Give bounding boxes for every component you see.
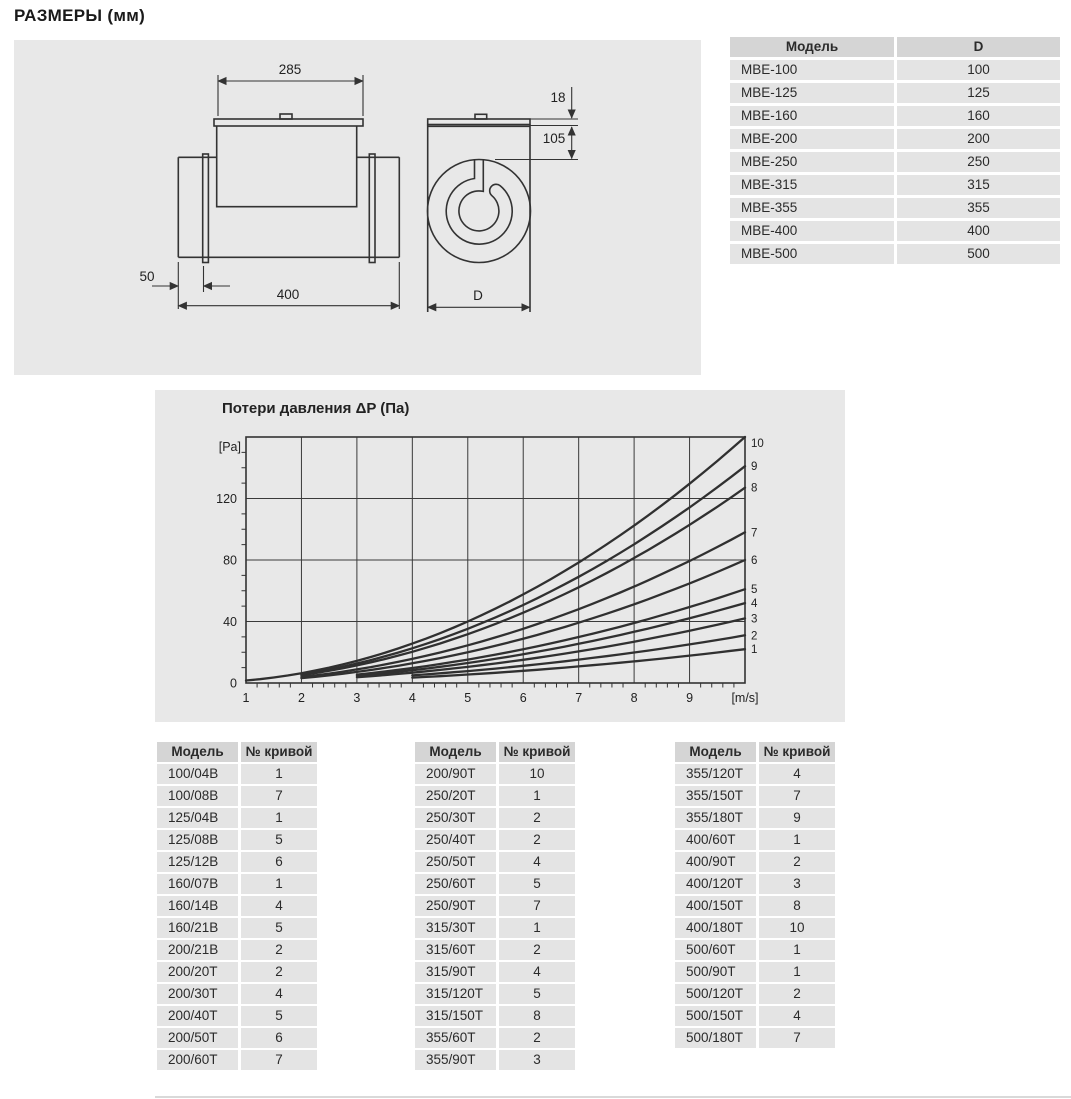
table-row (675, 1006, 835, 1026)
x-tick-label: 1 (242, 691, 250, 705)
table-row (675, 786, 835, 806)
cell-model: МВЕ-250 (730, 152, 894, 172)
heating-element-icon (446, 160, 512, 244)
table-row (415, 852, 575, 872)
table-row (415, 786, 575, 806)
table-row (730, 106, 1060, 126)
cell-model: 400/180Т (675, 918, 756, 938)
cell-model: 355/120Т (675, 764, 756, 784)
cell-value: 1 (499, 786, 575, 806)
cell-value: 4 (759, 1006, 835, 1026)
table-row (157, 764, 317, 784)
dim-label-18: 18 (550, 90, 566, 105)
side-view-dim-labels (139, 62, 301, 302)
cell-value: 9 (759, 808, 835, 828)
cell-value: 6 (241, 852, 317, 872)
curve-label-7: 7 (751, 527, 758, 540)
cell-model: 315/90Т (415, 962, 496, 982)
cell-value: 100 (897, 60, 1060, 80)
cell-model: 250/50Т (415, 852, 496, 872)
table-row (675, 852, 835, 872)
table-row (415, 918, 575, 938)
cell-model: 400/150Т (675, 896, 756, 916)
cell-value: 250 (897, 152, 1060, 172)
front-view (428, 114, 531, 312)
dim-label-50: 50 (139, 269, 155, 284)
y-tick-label: 80 (223, 553, 237, 568)
table-row (675, 940, 835, 960)
table-row (157, 874, 317, 894)
table-row (157, 830, 317, 850)
cell-value: 2 (759, 984, 835, 1004)
front-view-dimensions (428, 87, 578, 307)
x-tick-label: 8 (630, 691, 638, 705)
table-row (675, 1028, 835, 1048)
x-tick-label: 5 (464, 691, 472, 705)
cell-model: МВЕ-160 (730, 106, 894, 126)
cell-model: 160/21В (157, 918, 238, 938)
header-model: Модель (730, 37, 894, 57)
cell-model: 500/60Т (675, 940, 756, 960)
front-view-dim-labels (473, 90, 565, 303)
header-model: Модель (415, 742, 496, 762)
row-gap (675, 1048, 835, 1050)
table-row (730, 83, 1060, 103)
table-row (415, 830, 575, 850)
cell-value: 5 (241, 1006, 317, 1026)
table-header-row (415, 742, 575, 762)
cell-model: 400/60Т (675, 830, 756, 850)
duct-circle (428, 160, 531, 263)
table-row (415, 874, 575, 894)
x-tick-label: 9 (686, 691, 694, 705)
table-row (730, 198, 1060, 218)
cell-model: 250/60Т (415, 874, 496, 894)
cell-model: 250/90Т (415, 896, 496, 916)
cell-value: 2 (499, 1028, 575, 1048)
cell-model: 315/150Т (415, 1006, 496, 1026)
x-tick-label: 2 (297, 691, 305, 705)
table-row (415, 1006, 575, 1026)
cell-value: 7 (759, 786, 835, 806)
cell-model: 500/90Т (675, 962, 756, 982)
table-row (415, 940, 575, 960)
cell-value: 5 (499, 874, 575, 894)
cell-value: 400 (897, 221, 1060, 241)
cell-value: 355 (897, 198, 1060, 218)
table-row (415, 1050, 575, 1070)
cell-value: 2 (759, 852, 835, 872)
cell-value: 4 (499, 962, 575, 982)
row-gap (157, 1070, 317, 1072)
front-lid (428, 119, 530, 125)
cell-model: 200/20Т (157, 962, 238, 982)
y-tick-label: 40 (223, 615, 237, 629)
front-body-sides (428, 125, 530, 313)
cell-model: МВЕ-500 (730, 244, 894, 264)
table-row (730, 244, 1060, 264)
table-row (157, 896, 317, 916)
cell-value: 10 (759, 918, 835, 938)
cell-model: 355/180Т (675, 808, 756, 828)
page-title: РАЗМЕРЫ (мм) (14, 6, 146, 25)
cell-model: 500/180Т (675, 1028, 756, 1048)
table-row (415, 962, 575, 982)
cell-model: МВЕ-100 (730, 60, 894, 80)
table-row (675, 830, 835, 850)
cell-model: МВЕ-355 (730, 198, 894, 218)
cell-model: МВЕ-125 (730, 83, 894, 103)
cell-model: 355/150Т (675, 786, 756, 806)
cell-value: 7 (241, 1050, 317, 1070)
cell-model: 400/120Т (675, 874, 756, 894)
table-row (157, 808, 317, 828)
dim-label-105: 105 (542, 131, 566, 146)
cell-model: 250/20Т (415, 786, 496, 806)
cell-model: 100/04В (157, 764, 238, 784)
cell-model: 250/40Т (415, 830, 496, 850)
curve-label-3: 3 (751, 613, 758, 626)
table-row (157, 918, 317, 938)
cell-value: 1 (759, 962, 835, 982)
cell-model: 315/30Т (415, 918, 496, 938)
header-model: Модель (157, 742, 238, 762)
table-row (157, 786, 317, 806)
cell-value: 1 (241, 874, 317, 894)
curve-table-3 (675, 742, 835, 1050)
cell-model: 315/120Т (415, 984, 496, 1004)
cell-value: 5 (241, 918, 317, 938)
cell-model: 200/90Т (415, 764, 496, 784)
cell-model: МВЕ-400 (730, 221, 894, 241)
cell-value: 7 (759, 1028, 835, 1048)
dim-label-400: 400 (276, 287, 300, 302)
table-header-row (675, 742, 835, 762)
cell-model: 100/08В (157, 786, 238, 806)
y-tick-label: 0 (230, 676, 237, 691)
cell-model: 200/60Т (157, 1050, 238, 1070)
table-row (675, 918, 835, 938)
curve-label-8: 8 (751, 482, 758, 495)
cell-model: 500/150Т (675, 1006, 756, 1026)
table-row (730, 221, 1060, 241)
cell-value: 7 (499, 896, 575, 916)
cell-value: 125 (897, 83, 1060, 103)
table-row (157, 940, 317, 960)
dim-label-285: 285 (278, 62, 302, 77)
table-row (675, 764, 835, 784)
table-row (157, 962, 317, 982)
cell-value: 1 (759, 940, 835, 960)
table-row (730, 152, 1060, 172)
table-row (415, 896, 575, 916)
cell-model: 200/21В (157, 940, 238, 960)
cell-value: 1 (759, 830, 835, 850)
cell-value: 6 (241, 1028, 317, 1048)
dimensions-drawing (14, 40, 701, 375)
pipe-flange-left (203, 154, 209, 263)
cell-value: 1 (241, 764, 317, 784)
side-lid (214, 119, 363, 126)
cell-model: 125/12В (157, 852, 238, 872)
table-header-row (157, 742, 317, 762)
cell-model: 200/50Т (157, 1028, 238, 1048)
table-row (730, 60, 1060, 80)
row-gap (730, 264, 1060, 267)
table-row (675, 896, 835, 916)
header-model: Модель (675, 742, 756, 762)
chart-title: Потери давления ΔP (Па) (222, 400, 410, 417)
cell-model: МВЕ-200 (730, 129, 894, 149)
cell-value: 4 (241, 984, 317, 1004)
cell-value: 10 (499, 764, 575, 784)
curve-label-1: 1 (751, 644, 758, 657)
cell-value: 8 (759, 896, 835, 916)
cell-value: 200 (897, 129, 1060, 149)
side-control-box (217, 126, 357, 207)
table-row (157, 984, 317, 1004)
header-value: № кривой (241, 742, 317, 762)
curve-4 (357, 603, 745, 676)
side-view-dimensions (152, 75, 399, 309)
cell-model: 125/08В (157, 830, 238, 850)
table-row (675, 808, 835, 828)
cell-value: 8 (499, 1006, 575, 1026)
table-row (415, 1028, 575, 1048)
side-lid-tab (280, 114, 292, 119)
x-axis-unit-label: [m/s] (731, 691, 759, 705)
x-tick-label: 6 (519, 691, 527, 705)
cell-value: 5 (499, 984, 575, 1004)
side-view (178, 114, 399, 263)
curve-10 (246, 437, 745, 681)
page-divider (155, 1096, 1071, 1098)
cell-value: 5 (241, 830, 317, 850)
cell-value: 1 (499, 918, 575, 938)
table-row (157, 1028, 317, 1048)
curve-label-6: 6 (751, 555, 758, 567)
cell-model: МВЕ-315 (730, 175, 894, 195)
cell-model: 315/60Т (415, 940, 496, 960)
curve-label-5: 5 (751, 584, 758, 597)
pressure-loss-chart (155, 390, 845, 722)
table-row (157, 852, 317, 872)
header-value: № кривой (759, 742, 835, 762)
table-row (157, 1006, 317, 1026)
header-value: D (897, 37, 1060, 57)
table-row (415, 808, 575, 828)
cell-value: 2 (499, 830, 575, 850)
cell-value: 3 (499, 1050, 575, 1070)
curve-table-2 (415, 742, 575, 1072)
cell-model: 125/04В (157, 808, 238, 828)
cell-value: 3 (759, 874, 835, 894)
y-axis-unit-label: [Pa] (218, 440, 241, 454)
table-row (415, 764, 575, 784)
table-row (675, 874, 835, 894)
cell-model: 160/07В (157, 874, 238, 894)
cell-value: 160 (897, 106, 1060, 126)
cell-value: 7 (241, 786, 317, 806)
cell-model: 200/30Т (157, 984, 238, 1004)
cell-model: 250/30Т (415, 808, 496, 828)
curve-label-2: 2 (751, 630, 758, 643)
table-row (730, 129, 1060, 149)
x-tick-label: 3 (353, 691, 361, 705)
cell-value: 4 (759, 764, 835, 784)
pipe-flange-right (369, 154, 375, 263)
table-header-row (730, 37, 1060, 57)
cell-value: 2 (241, 962, 317, 982)
cell-value: 4 (499, 852, 575, 872)
table-row (675, 962, 835, 982)
cell-value: 1 (241, 808, 317, 828)
dimensions-drawing-panel (14, 40, 701, 375)
cell-value: 500 (897, 244, 1060, 264)
front-lid-tab (475, 114, 487, 119)
cell-value: 4 (241, 896, 317, 916)
x-tick-label: 4 (408, 691, 416, 705)
cell-model: 355/90Т (415, 1050, 496, 1070)
header-value: № кривой (499, 742, 575, 762)
table-row (730, 175, 1060, 195)
curve-label-10: 10 (751, 438, 764, 450)
table-row (675, 984, 835, 1004)
cell-value: 2 (499, 808, 575, 828)
cell-model: 500/120Т (675, 984, 756, 1004)
curve-table-1 (157, 742, 317, 1072)
cell-model: 200/40Т (157, 1006, 238, 1026)
cell-model: 400/90Т (675, 852, 756, 872)
model-diameter-table (730, 37, 1060, 267)
cell-value: 2 (241, 940, 317, 960)
curve-label-9: 9 (751, 461, 758, 474)
cell-value: 2 (499, 940, 575, 960)
cell-model: 355/60Т (415, 1028, 496, 1048)
cell-value: 315 (897, 175, 1060, 195)
row-gap (415, 1070, 575, 1072)
curve-label-4: 4 (751, 598, 758, 611)
y-tick-label: 120 (216, 492, 237, 506)
cell-model: 160/14В (157, 896, 238, 916)
x-tick-label: 7 (575, 691, 583, 705)
table-row (415, 984, 575, 1004)
pressure-loss-chart-panel (155, 390, 845, 722)
dim-label-d: D (473, 288, 483, 303)
table-row (157, 1050, 317, 1070)
